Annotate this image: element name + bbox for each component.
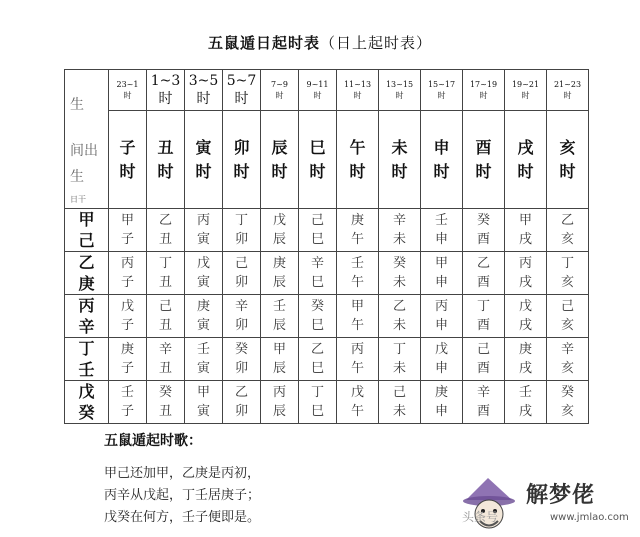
branch-suffix: 时 [119, 161, 136, 181]
stem-char: 癸 [392, 256, 406, 271]
day-stem-label: 丁 [78, 339, 95, 358]
branch-char: 未 [392, 404, 406, 419]
stem-char: 癸 [158, 385, 172, 400]
stem-char: 辛 [310, 256, 324, 271]
time-suffix-label: 时 [521, 91, 530, 100]
ganzhi-cell [147, 295, 185, 338]
stem-char: 己 [234, 256, 248, 271]
branch-suffix: 时 [309, 161, 326, 181]
ganzhi-cell [463, 252, 505, 295]
ganzhi-cell [421, 338, 463, 381]
day-stem-label: 丙 [78, 296, 95, 315]
branch-char: 申 [434, 232, 448, 247]
stem-char: 丙 [350, 342, 364, 357]
table-row [65, 338, 589, 381]
ganzhi-cell [299, 295, 337, 338]
ganzhi-cell [337, 252, 379, 295]
time-suffix-label: 时 [437, 91, 446, 100]
ganzhi-cell [379, 252, 421, 295]
ganzhi-cell [547, 381, 589, 424]
branch-header-cell [421, 111, 463, 209]
day-stem-label: 己 [78, 231, 95, 250]
branch-suffix: 时 [433, 161, 450, 181]
branch-char: 戌 [518, 275, 532, 290]
stem-char: 丙 [196, 213, 210, 228]
day-stem-label: 癸 [78, 403, 95, 422]
ganzhi-cell [147, 338, 185, 381]
branch-char: 午 [350, 404, 364, 419]
branch-suffix: 时 [233, 161, 250, 181]
branch-char: 卯 [234, 232, 248, 247]
time-range-label: 23~1 [116, 80, 139, 89]
time-header-cell [463, 70, 505, 111]
branch-char: 午 [350, 318, 364, 333]
ganzhi-cell [547, 338, 589, 381]
stem-char: 乙 [392, 299, 406, 314]
ganzhi-cell [223, 209, 261, 252]
ganzhi-cell [463, 209, 505, 252]
stem-char: 辛 [158, 342, 172, 357]
ganzhi-cell [505, 252, 547, 295]
branch-char: 辰 [272, 318, 286, 333]
ganzhi-cell [223, 381, 261, 424]
branch-header-cell [337, 111, 379, 209]
branch-char: 未 [392, 361, 406, 376]
ganzhi-cell [261, 338, 299, 381]
branch-label: 寅 [195, 137, 212, 157]
stem-char: 癸 [234, 342, 248, 357]
day-stem-cell [65, 381, 109, 424]
table-row [65, 381, 589, 424]
ganzhi-cell [337, 295, 379, 338]
branch-char: 丑 [158, 361, 172, 376]
time-range-label: 17~19 [469, 80, 498, 89]
branch-char: 亥 [560, 275, 574, 290]
branch-suffix: 时 [157, 161, 174, 181]
stem-char: 丁 [560, 256, 574, 271]
time-range-label: 21~23 [553, 80, 582, 89]
watermark-source: 头条号 [462, 510, 499, 524]
ganzhi-cell [379, 338, 421, 381]
stem-char: 壬 [350, 256, 364, 271]
branch-char: 戌 [518, 232, 532, 247]
table-row [65, 295, 589, 338]
ganzhi-cell [505, 381, 547, 424]
branch-label: 辰 [271, 137, 288, 157]
ganzhi-cell [421, 252, 463, 295]
branch-char: 酉 [476, 232, 490, 247]
ganzhi-cell [379, 209, 421, 252]
stem-char: 辛 [476, 385, 490, 400]
time-range-label: 3~5 [188, 73, 219, 89]
branch-char: 申 [434, 404, 448, 419]
branch-char: 辰 [272, 361, 286, 376]
table-row [65, 252, 589, 295]
stem-char: 乙 [310, 342, 324, 357]
branch-char: 寅 [196, 404, 210, 419]
stem-char: 甲 [434, 256, 448, 271]
branch-char: 丑 [158, 232, 172, 247]
song-line: 甲己还加甲，乙庚是丙初， [104, 466, 261, 481]
ganzhi-cell [299, 381, 337, 424]
stem-char: 己 [392, 385, 406, 400]
branch-label: 午 [349, 137, 366, 157]
time-range-label: 15~17 [427, 80, 456, 89]
ganzhi-cell [421, 381, 463, 424]
branch-char: 寅 [196, 361, 210, 376]
branch-char: 未 [392, 232, 406, 247]
stem-char: 壬 [272, 299, 286, 314]
ganzhi-cell [261, 209, 299, 252]
time-header-cell [337, 70, 379, 111]
song-line: 丙辛从戊起，丁壬居庚子； [104, 488, 261, 503]
stem-char: 戊 [120, 299, 134, 314]
ganzhi-cell [379, 381, 421, 424]
branch-char: 午 [350, 232, 364, 247]
time-suffix-label: 时 [395, 91, 404, 100]
branch-suffix: 时 [271, 161, 288, 181]
ganzhi-cell [505, 338, 547, 381]
stem-char: 戊 [272, 213, 286, 228]
corner-label-d: 日干 [70, 195, 86, 204]
branch-char: 申 [434, 361, 448, 376]
ganzhi-cell [505, 295, 547, 338]
ganzhi-cell [547, 295, 589, 338]
stem-char: 壬 [120, 385, 134, 400]
day-stem-label: 甲 [78, 210, 95, 229]
ganzhi-cell [109, 338, 147, 381]
ganzhi-cell [147, 252, 185, 295]
ganzhi-cell [261, 295, 299, 338]
stem-char: 甲 [272, 342, 286, 357]
stem-char: 己 [560, 299, 574, 314]
branch-label: 戌 [517, 137, 534, 157]
branch-char: 申 [434, 275, 448, 290]
ganzhi-cell [109, 381, 147, 424]
branch-char: 子 [120, 318, 134, 333]
ganzhi-cell [147, 209, 185, 252]
time-suffix-label: 时 [353, 91, 362, 100]
corner-label-a: 生 [70, 97, 84, 113]
branch-label: 未 [391, 137, 408, 157]
branch-char: 寅 [196, 232, 210, 247]
time-header-cell [223, 70, 261, 111]
stem-char: 丙 [272, 385, 286, 400]
ganzhi-cell [261, 381, 299, 424]
branch-char: 辰 [272, 232, 286, 247]
watermark [458, 474, 636, 532]
stem-char: 庚 [120, 342, 134, 357]
stem-char: 庚 [434, 385, 448, 400]
stem-char: 辛 [560, 342, 574, 357]
stem-char: 壬 [518, 385, 532, 400]
day-stem-label: 壬 [78, 360, 95, 379]
ganzhi-cell [261, 252, 299, 295]
stem-char: 戊 [350, 385, 364, 400]
branch-suffix: 时 [517, 161, 534, 181]
branch-char: 亥 [560, 232, 574, 247]
branch-char: 戌 [518, 318, 532, 333]
time-header-cell [185, 70, 223, 111]
stem-char: 乙 [476, 256, 490, 271]
corner-cell [65, 70, 109, 209]
stem-char: 丁 [158, 256, 172, 271]
stem-char: 丁 [310, 385, 324, 400]
stem-char: 丙 [518, 256, 532, 271]
time-suffix-label: 时 [123, 91, 132, 100]
ganzhi-cell [185, 252, 223, 295]
time-range-label: 1~3 [150, 73, 181, 89]
branch-char: 寅 [196, 318, 210, 333]
branch-label: 子 [119, 137, 136, 157]
branch-char: 辰 [272, 404, 286, 419]
watermark-url: www.jmlao.com [550, 512, 629, 523]
branch-char: 亥 [560, 318, 574, 333]
ganzhi-cell [147, 381, 185, 424]
time-range-label: 13~15 [385, 80, 414, 89]
watermark-text: 解梦佬 [526, 483, 596, 508]
time-header-cell [147, 70, 185, 111]
branch-char: 卯 [234, 404, 248, 419]
stem-char: 乙 [560, 213, 574, 228]
branch-char: 酉 [476, 318, 490, 333]
branch-char: 卯 [234, 275, 248, 290]
stem-char: 乙 [234, 385, 248, 400]
time-suffix-label: 时 [563, 91, 572, 100]
branch-char: 巳 [310, 318, 324, 333]
ganzhi-cell [185, 381, 223, 424]
day-stem-label: 戊 [78, 382, 95, 401]
stem-char: 己 [310, 213, 324, 228]
ganzhi-cell [505, 209, 547, 252]
branch-char: 酉 [476, 275, 490, 290]
table-row [65, 209, 589, 252]
branch-header-cell [261, 111, 299, 209]
time-suffix-label: 时 [275, 91, 284, 100]
stem-char: 乙 [158, 213, 172, 228]
branch-header-cell [147, 111, 185, 209]
ganzhi-cell [463, 338, 505, 381]
ganzhi-cell [109, 252, 147, 295]
branch-char: 子 [120, 275, 134, 290]
ganzhi-cell [223, 295, 261, 338]
ganzhi-cell [185, 338, 223, 381]
stem-char: 戊 [196, 256, 210, 271]
branch-label: 卯 [233, 137, 250, 157]
branch-char: 巳 [310, 361, 324, 376]
ganzhi-cell [109, 209, 147, 252]
song-title: 五鼠遁起时歌： [104, 433, 202, 449]
time-range-label: 19~21 [511, 80, 540, 89]
title-sub: （日上起时表） [320, 34, 433, 52]
stem-char: 甲 [120, 213, 134, 228]
stem-char: 庚 [518, 342, 532, 357]
stem-char: 壬 [434, 213, 448, 228]
stem-char: 戊 [434, 342, 448, 357]
branch-header-cell [379, 111, 421, 209]
stem-char: 辛 [234, 299, 248, 314]
song-line: 戊癸在何方，壬子便即是。 [104, 510, 261, 525]
branch-header-cell [547, 111, 589, 209]
ganzhi-cell [379, 295, 421, 338]
day-stem-cell [65, 209, 109, 252]
branch-char: 辰 [272, 275, 286, 290]
time-suffix-label: 时 [234, 91, 249, 107]
ganzhi-cell [547, 252, 589, 295]
stem-char: 己 [476, 342, 490, 357]
branch-char: 巳 [310, 404, 324, 419]
stem-char: 癸 [560, 385, 574, 400]
branch-suffix: 时 [349, 161, 366, 181]
stem-char: 己 [158, 299, 172, 314]
branch-header-cell [299, 111, 337, 209]
branch-char: 巳 [310, 232, 324, 247]
day-stem-cell [65, 295, 109, 338]
stem-char: 庚 [272, 256, 286, 271]
time-header-cell [421, 70, 463, 111]
time-range-label: 9~11 [306, 80, 329, 89]
ganzhi-cell [547, 209, 589, 252]
time-suffix-label: 时 [158, 91, 173, 107]
ganzhi-cell [337, 381, 379, 424]
branch-char: 亥 [560, 361, 574, 376]
ganzhi-cell [337, 338, 379, 381]
stem-char: 癸 [476, 213, 490, 228]
branch-header-cell [109, 111, 147, 209]
day-stem-label: 辛 [78, 317, 95, 336]
branch-suffix: 时 [559, 161, 576, 181]
branch-char: 午 [350, 275, 364, 290]
corner-label-b: 间出 [70, 143, 98, 159]
branch-char: 戌 [518, 404, 532, 419]
time-range-label: 5~7 [226, 73, 257, 89]
branch-suffix: 时 [391, 161, 408, 181]
stem-char: 甲 [196, 385, 210, 400]
branch-label: 亥 [559, 137, 576, 157]
time-header-cell [547, 70, 589, 111]
branch-char: 酉 [476, 361, 490, 376]
branch-char: 丑 [158, 318, 172, 333]
branch-header-cell [505, 111, 547, 209]
ganzhi-cell [421, 209, 463, 252]
branch-header-cell [223, 111, 261, 209]
branch-char: 申 [434, 318, 448, 333]
branch-char: 子 [120, 404, 134, 419]
stem-char: 辛 [392, 213, 406, 228]
branch-label: 巳 [309, 137, 326, 157]
time-suffix-label: 时 [196, 91, 211, 107]
branch-char: 巳 [310, 275, 324, 290]
day-stem-label: 乙 [78, 253, 95, 272]
hour-table [64, 69, 589, 424]
stem-char: 癸 [310, 299, 324, 314]
ganzhi-cell [299, 209, 337, 252]
ganzhi-cell [185, 209, 223, 252]
ganzhi-cell [109, 295, 147, 338]
branch-suffix: 时 [475, 161, 492, 181]
branch-char: 未 [392, 318, 406, 333]
branch-char: 卯 [234, 361, 248, 376]
time-header-cell [109, 70, 147, 111]
ganzhi-cell [463, 295, 505, 338]
day-stem-cell [65, 252, 109, 295]
branch-header-cell [185, 111, 223, 209]
ganzhi-cell [223, 252, 261, 295]
branch-char: 子 [120, 361, 134, 376]
branch-suffix: 时 [195, 161, 212, 181]
branch-header-cell [463, 111, 505, 209]
stem-char: 丙 [120, 256, 134, 271]
time-header-cell [379, 70, 421, 111]
branch-char: 丑 [158, 275, 172, 290]
ganzhi-cell [337, 209, 379, 252]
ganzhi-cell [185, 295, 223, 338]
branch-char: 寅 [196, 275, 210, 290]
day-stem-label: 庚 [78, 274, 95, 293]
stem-char: 丁 [392, 342, 406, 357]
ganzhi-cell [299, 252, 337, 295]
stem-char: 甲 [350, 299, 364, 314]
ganzhi-cell [421, 295, 463, 338]
branch-char: 子 [120, 232, 134, 247]
branch-label: 申 [433, 137, 450, 157]
branch-char: 亥 [560, 404, 574, 419]
branch-char: 未 [392, 275, 406, 290]
stem-char: 丁 [234, 213, 248, 228]
stem-char: 庚 [350, 213, 364, 228]
stem-char: 戊 [518, 299, 532, 314]
time-suffix-label: 时 [479, 91, 488, 100]
ganzhi-cell [299, 338, 337, 381]
day-stem-cell [65, 338, 109, 381]
branch-char: 戌 [518, 361, 532, 376]
branch-label: 酉 [475, 137, 492, 157]
time-header-cell [505, 70, 547, 111]
stem-char: 丙 [434, 299, 448, 314]
stem-char: 丁 [476, 299, 490, 314]
stem-char: 庚 [196, 299, 210, 314]
time-range-label: 11~13 [343, 80, 372, 89]
stem-char: 壬 [196, 342, 210, 357]
branch-char: 酉 [476, 404, 490, 419]
time-range-label: 7~9 [271, 80, 288, 89]
branch-label: 丑 [157, 137, 174, 157]
ganzhi-cell [223, 338, 261, 381]
title-main: 五鼠遁日起时表 [207, 34, 320, 52]
branch-char: 卯 [234, 318, 248, 333]
branch-char: 午 [350, 361, 364, 376]
corner-label-c: 生 [70, 169, 84, 185]
time-header-cell [261, 70, 299, 111]
branch-char: 丑 [158, 404, 172, 419]
ganzhi-cell [463, 381, 505, 424]
time-suffix-label: 时 [313, 91, 322, 100]
time-header-cell [299, 70, 337, 111]
stem-char: 甲 [518, 213, 532, 228]
page-title [0, 32, 640, 53]
